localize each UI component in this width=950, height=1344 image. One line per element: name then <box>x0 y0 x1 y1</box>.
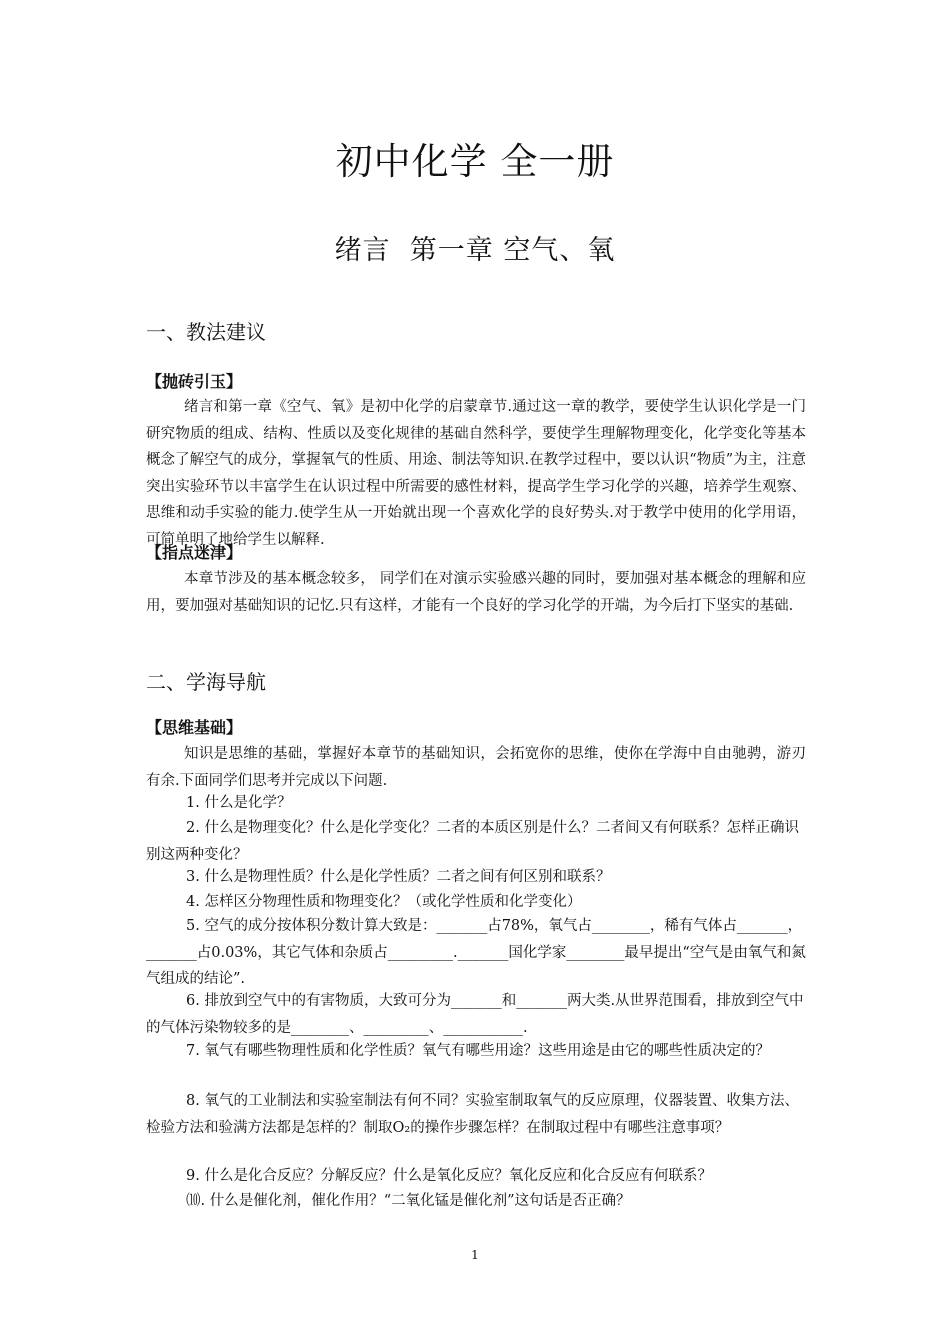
chapter-subtitle: 绪言 第一章 空气、氧 <box>334 235 616 266</box>
document-title: 初中化学 全一册 <box>335 140 615 183</box>
question-item: 2. 什么是物理变化？什么是化学变化？二者的本质区别是什么？二者间又有何联系？怎样正确识别这两种变化？ <box>146 820 799 863</box>
question-item: 9. 什么是化合反应？分解反应？什么是氧化反应？氧化反应和化合反应有何联系？ <box>186 1168 712 1184</box>
question-item: 5. 空气的成分按体积分数计算大致是：_______占78%，氧气占________，稀有气体占_______，_______占0.03%，其它气体和杂质占_________._______国化学家________最早提出“空气是由氧气和氮气组成的结论”. <box>146 918 806 987</box>
section1-part2-heading: 【指点迷津】 <box>146 543 243 562</box>
question-item: 6. 排放到空气中的有害物质，大致可分为_______和_______两大类.从世界范围看，排放到空气中的气体污染物较多的是________、_________、___________. <box>146 993 804 1036</box>
question-item: 4. 怎样区分物理性质和物理变化？（或化学性质和化学变化） <box>186 894 582 910</box>
question-item: 3. 什么是物理性质？什么是化学性质？二者之间有何区别和联系？ <box>186 869 611 885</box>
section1-part1-text: 绪言和第一章《空气、氧》是初中化学的启蒙章节.通过这一章的教学，要使学生认识化学是一门研究物质的组成、结构、性质以及变化规律的基础自然科学，要使学生理解物理变化，化学变化等基本概念了解空气的成分，掌握氧气的性质、用途、制法等知识.在教学过程中，要以认识“物质”为主，注意突出实验环节以丰富学生在认识过程中所需要的感性材料，提高学生学习化学的兴趣，培养学生观察、思维和动手实验的能力.使学生从一开始就出现一个喜欢化学的良好势头.对于教学中使用的化学用语，可简单明了地给学生以解释. <box>146 399 806 548</box>
page-number: 1 <box>471 1248 479 1262</box>
question-item: 1. 什么是化学？ <box>186 795 292 811</box>
section1-part2-text: 本章节涉及的基本概念较多， 同学们在对演示实验感兴趣的同时，要加强对基本概念的理解和应用，要加强对基础知识的记忆.只有这样，才能有一个良好的学习化学的开端，为今后打下坚实的基础. <box>146 571 806 614</box>
section2-heading: 二、学海导航 <box>146 670 266 694</box>
section2-part1-heading: 【思维基础】 <box>146 718 243 737</box>
question-item: ⑽. 什么是催化剂，催化作用？“二氧化锰是催化剂”这句话是否正确？ <box>186 1193 631 1209</box>
question-item: 7. 氧气有哪些物理性质和化学性质？氧气有哪些用途？这些用途是由它的哪些性质决定的？ <box>186 1043 770 1059</box>
section1-heading: 一、教法建议 <box>146 320 266 344</box>
section2-intro: 知识是思维的基础，掌握好本章节的基础知识，会拓宽你的思维，使你在学海中自由驰骋，游刃有余.下面同学们思考并完成以下问题. <box>146 746 806 789</box>
section1-part1-heading: 【抛砖引玉】 <box>146 372 243 391</box>
question-item: 8. 氧气的工业制法和实验室制法有何不同？实验室制取氧气的反应原理，仪器装置、收集方法、检验方法和验满方法都是怎样的？制取O₂的操作步骤怎样？在制取过程中有哪些注意事项？ <box>146 1093 799 1136</box>
